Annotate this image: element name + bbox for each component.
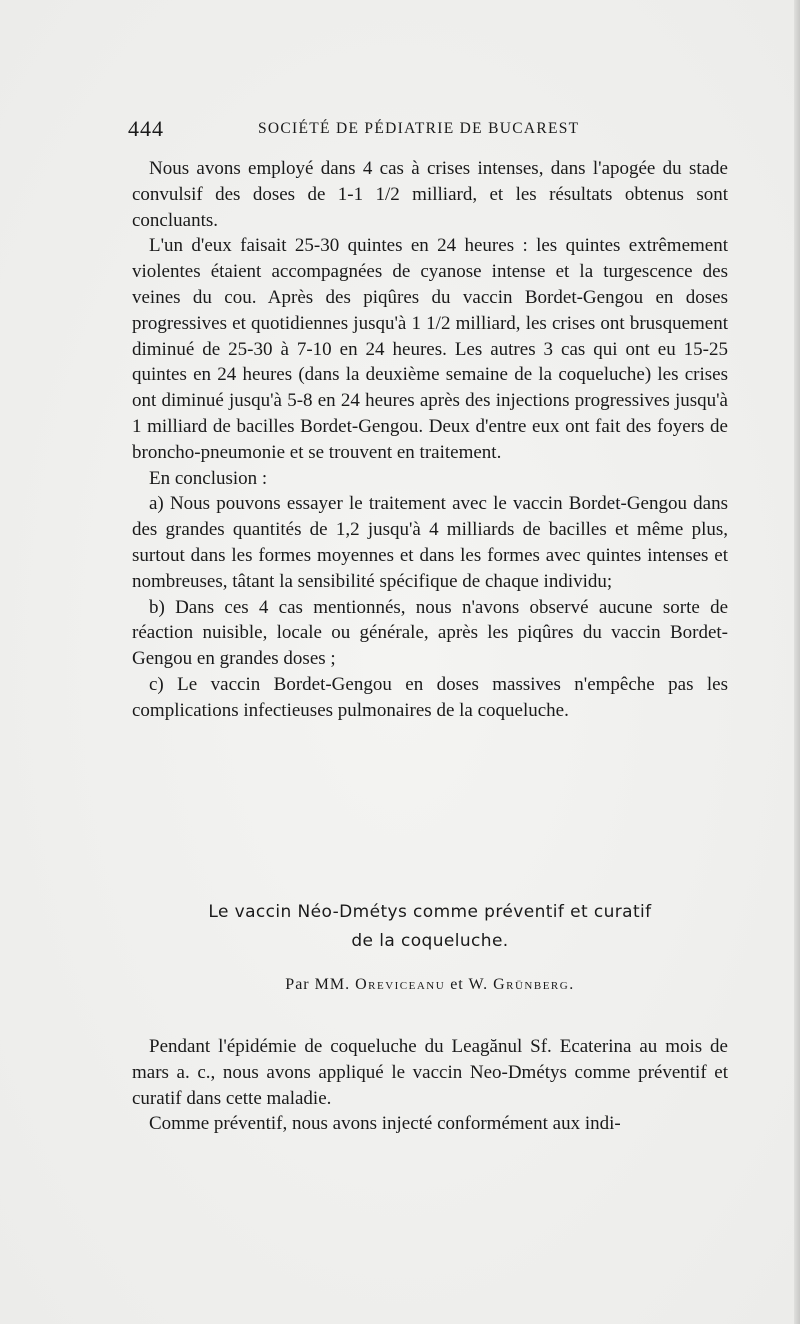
article-title-line-2: de la coqueluche.: [351, 931, 509, 951]
paragraph: En conclusion :: [149, 467, 268, 489]
conclusion-item-a: a) Nous pouvons essayer le traitement avec le vaccin Bordet-Gengou dans des grandes quantités de 1,2 jusqu'à 4 milliards de bacilles et même plus, surtout dans les formes moyennes et dans les formes avec quintes intenses et nombreuses, tâtant la sensibilité spécifique de chaque individu;: [132, 493, 728, 592]
paragraph: Nous avons employé dans 4 cas à crises intenses, dans l'apogée du stade convulsif des doses de 1-1 1/2 milliard, et les résultats obtenus sont concluants.: [132, 158, 728, 231]
page-number: 444: [128, 116, 164, 141]
page-header: [128, 114, 728, 146]
conclusion-item-b: b) Dans ces 4 cas mentionnés, nous n'avons observé aucune sorte de réaction nuisible, locale ou générale, après les piqûres du vaccin Bordet-Gengou en grandes doses ;: [132, 596, 728, 670]
section-vaccin-bordet-gengou: [132, 156, 728, 724]
author-name: Oreviceanu: [355, 976, 446, 993]
paragraph: L'un d'eux faisait 25-30 quintes en 24 heures : les quintes extrêmement violentes étaient accompagnées de cyanose intense et la turgescence des veines du cou. Après des piqûres du vaccin Bordet-Gengou en doses progressives et quotidiennes jusqu'à 1 1/2 milliard, les crises ont brusquement diminué de 25-30 à 7-10 en 24 heures. Les autres 3 cas qui ont eu 15-25 quintes en 24 heures (dans la deuxième semaine de la coqueluche) les crises ont diminué jusqu'à 5-8 en 24 heures après des injections progressives jusqu'à 1 milliard de bacilles Bordet-Gengou. Deux d'entre eux ont fait des foyers de broncho-pneumonie et se trouvent en traitement.: [132, 235, 728, 463]
paragraph: Comme préventif, nous avons injecté conformément aux indi-: [149, 1113, 621, 1135]
author-name: Grünberg.: [493, 976, 575, 993]
running-head: SOCIÉTÉ DE PÉDIATRIE DE BUCAREST: [258, 120, 580, 137]
section-vaccin-neo-dmetys: [132, 1034, 728, 1137]
byline-conjunction: et W.: [450, 976, 489, 993]
article-byline: [132, 976, 728, 994]
article-title-line-1: Le vaccin Néo-Dmétys comme préventif et curatif: [208, 902, 652, 922]
byline-prefix: Par MM.: [285, 976, 351, 993]
page-edge: [794, 0, 800, 1324]
conclusion-item-c: c) Le vaccin Bordet-Gengou en doses massives n'empêche pas les complications infectieuses pulmonaires de la coqueluche.: [132, 673, 728, 721]
paragraph: Pendant l'épidémie de coqueluche du Leagănul Sf. Ecaterina au mois de mars a. c., nous avons appliqué le vaccin Neo-Dmétys comme préventif et curatif dans cette maladie.: [132, 1036, 728, 1109]
